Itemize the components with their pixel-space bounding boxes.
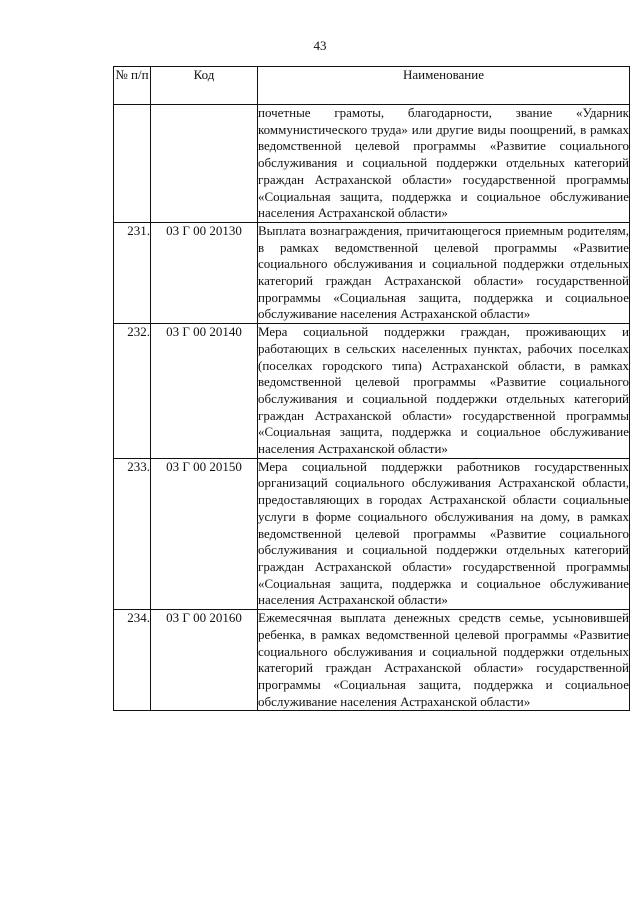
header-code: Код xyxy=(151,67,258,105)
row-code: 03 Г 00 20150 xyxy=(151,458,258,609)
row-code: 03 Г 00 20140 xyxy=(151,324,258,459)
table-row xyxy=(114,105,630,223)
header-name: Наименование xyxy=(258,67,630,105)
table-row xyxy=(114,610,630,711)
table-row xyxy=(114,222,630,323)
table-row xyxy=(114,458,630,609)
row-name: Мера социальной поддержки работников государственных организаций социального обслуживания Астраханской области, предоставляющих в городах Астраханской области социальные услуги в форме социального обслуживания на дому, в рамках ведомственной целевой программы «Развитие социального обслуживания и социальной поддержки отдельных категорий граждан Астраханской области» государственной программы «Социальная защита, поддержка и социальное обслуживание населения Астраханской области» xyxy=(258,458,630,609)
row-number xyxy=(114,105,151,223)
row-number: 233. xyxy=(114,458,151,609)
row-name: Ежемесячная выплата денежных средств семье, усыновившей ребенка, в рамках ведомственной целевой программы «Развитие социального обслуживания и социальной поддержки отдельных категорий граждан Астраханской области» государственной программы «Социальная защита, поддержка и социальное обслуживание населения Астраханской области» xyxy=(258,610,630,711)
row-name: Выплата вознаграждения, причитающегося приемным родителям, в рамках ведомственной целевой программы «Развитие социального обслуживания и социальной поддержки отдельных категорий граждан Астраханской области» государственной программы «Социальная защита, поддержка и социальное обслуживание населения Астраханской области» xyxy=(258,222,630,323)
row-code: 03 Г 00 20130 xyxy=(151,222,258,323)
table-header-row xyxy=(114,67,630,105)
row-code: 03 Г 00 20160 xyxy=(151,610,258,711)
row-number: 231. xyxy=(114,222,151,323)
row-name: почетные грамоты, благодарности, звание «Ударник коммунистического труда» или другие виды поощрений, в рамках ведомственной целевой программы «Развитие социального обслуживания и социальной поддержки отдельных категорий граждан Астраханской области» государственной программы «Социальная защита, поддержка и социальное обслуживание населения Астраханской области» xyxy=(258,105,630,223)
classification-table xyxy=(113,66,630,711)
row-number: 234. xyxy=(114,610,151,711)
row-number: 232. xyxy=(114,324,151,459)
page-number: 43 xyxy=(313,38,327,53)
row-code xyxy=(151,105,258,223)
table-row xyxy=(114,324,630,459)
row-name: Мера социальной поддержки граждан, проживающих и работающих в сельских населенных пунктах, рабочих поселках (поселках городского типа) Астраханской области, в рамках ведомственной целевой программы «Развитие социального обслуживания и социальной поддержки отдельных категорий граждан Астраханской области» государственной программы «Социальная защита, поддержка и социальное обслуживание населения Астраханской области» xyxy=(258,324,630,459)
header-number: № п/п xyxy=(114,67,151,105)
